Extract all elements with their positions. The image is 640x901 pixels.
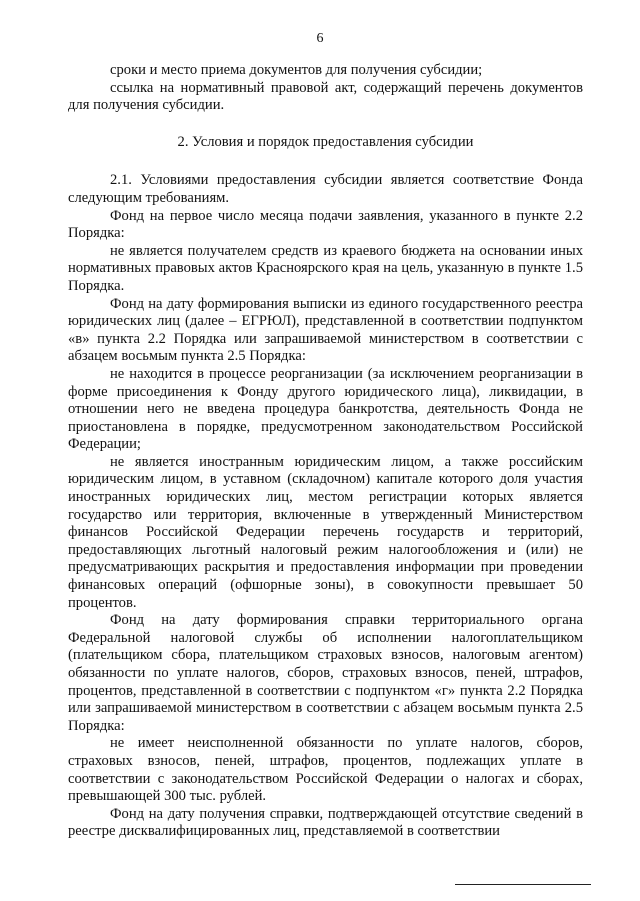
page-number: 6 <box>316 31 324 46</box>
document-body <box>68 62 583 841</box>
paragraph-first-day-requirement: Фонд на первое число месяца подачи заявления, указанного в пункте 2.2 Порядка: <box>68 207 583 242</box>
paragraph-not-reorganizing: не находится в процессе реорганизации (за исключением реорганизации в форме присоединения к Фонду другого юридического лица), ликвидации, в отношении него не введена процедура банкротства, деятельность Фонда не приостановлена в порядке, предусмотренном законодательством Российской Федерации; <box>68 365 583 453</box>
paragraph-deadlines: сроки и место приема документов для получения субсидии; <box>110 62 483 78</box>
paragraph-not-foreign-entity: не является иностранным юридическим лицом, а также российским юридическим лицом, в уставном (складочном) капитале которого доля участия иностранных юридических лиц, местом регистрации которых является государство или территория, включенные в утвержденный Министерством финансов Российской Федерации перечень государств и территорий, предоставляющих льготный налоговый режим налогообложения и (или) не предусматривающих раскрытия и предоставления информации при проведении финансовых операций (офшорные зоны), в совокупности превышает 50 процентов. <box>68 453 583 611</box>
paragraph-2-1: 2.1. Условиями предоставления субсидии является соответствие Фонда следующим требованиям. <box>68 172 583 206</box>
paragraph-egrul-extract: Фонд на дату формирования выписки из единого государственного реестра юридических лиц (далее – ЕГРЮЛ), представленной в соответствии подпунктом «в» пункта 2.2 Порядка или запрашиваемой министерством в соответствии с абзацем восьмым пункта 2.5 Порядка: <box>68 295 583 365</box>
paragraph-tax-certificate: Фонд на дату формирования справки территориального органа Федеральной налоговой службы об исполнении налогоплательщиком (плательщиком сбора, плательщиком страховых взносов, налоговым агентом) обязанности по уплате налогов, сборов, страховых взносов, пеней, штрафов, процентов, представленной в соответствии с подпунктом «г» пункта 2.2 Порядка или запрашиваемой министерством в соответствии с абзацем восьмым пункта 2.5 Порядка: <box>68 612 583 734</box>
paragraph-disqualified-registry: Фонд на дату получения справки, подтверждающей отсутствие сведений в реестре дисквалифицированных лиц, представляемой в соответствии <box>68 805 583 840</box>
footer-divider <box>455 884 591 885</box>
paragraph-no-tax-debt: не имеет неисполненной обязанности по уплате налогов, сборов, страховых взносов, пеней, штрафов, процентов, подлежащих уплате в соответствии с законодательством Российской Федерации о налогах и сборах, превышающей 300 тыс. рублей. <box>68 735 583 805</box>
paragraph-not-budget-recipient: не является получателем средств из краевого бюджета на основании иных нормативных правовых актов Красноярского края на цель, указанную в пункте 1.5 Порядка. <box>68 242 583 294</box>
paragraph-legal-act-link: ссылка на нормативный правовой акт, содержащий перечень документов для получения субсидии. <box>68 79 583 114</box>
section-heading: 2. Условия и порядок предоставления субсидии <box>177 133 474 150</box>
